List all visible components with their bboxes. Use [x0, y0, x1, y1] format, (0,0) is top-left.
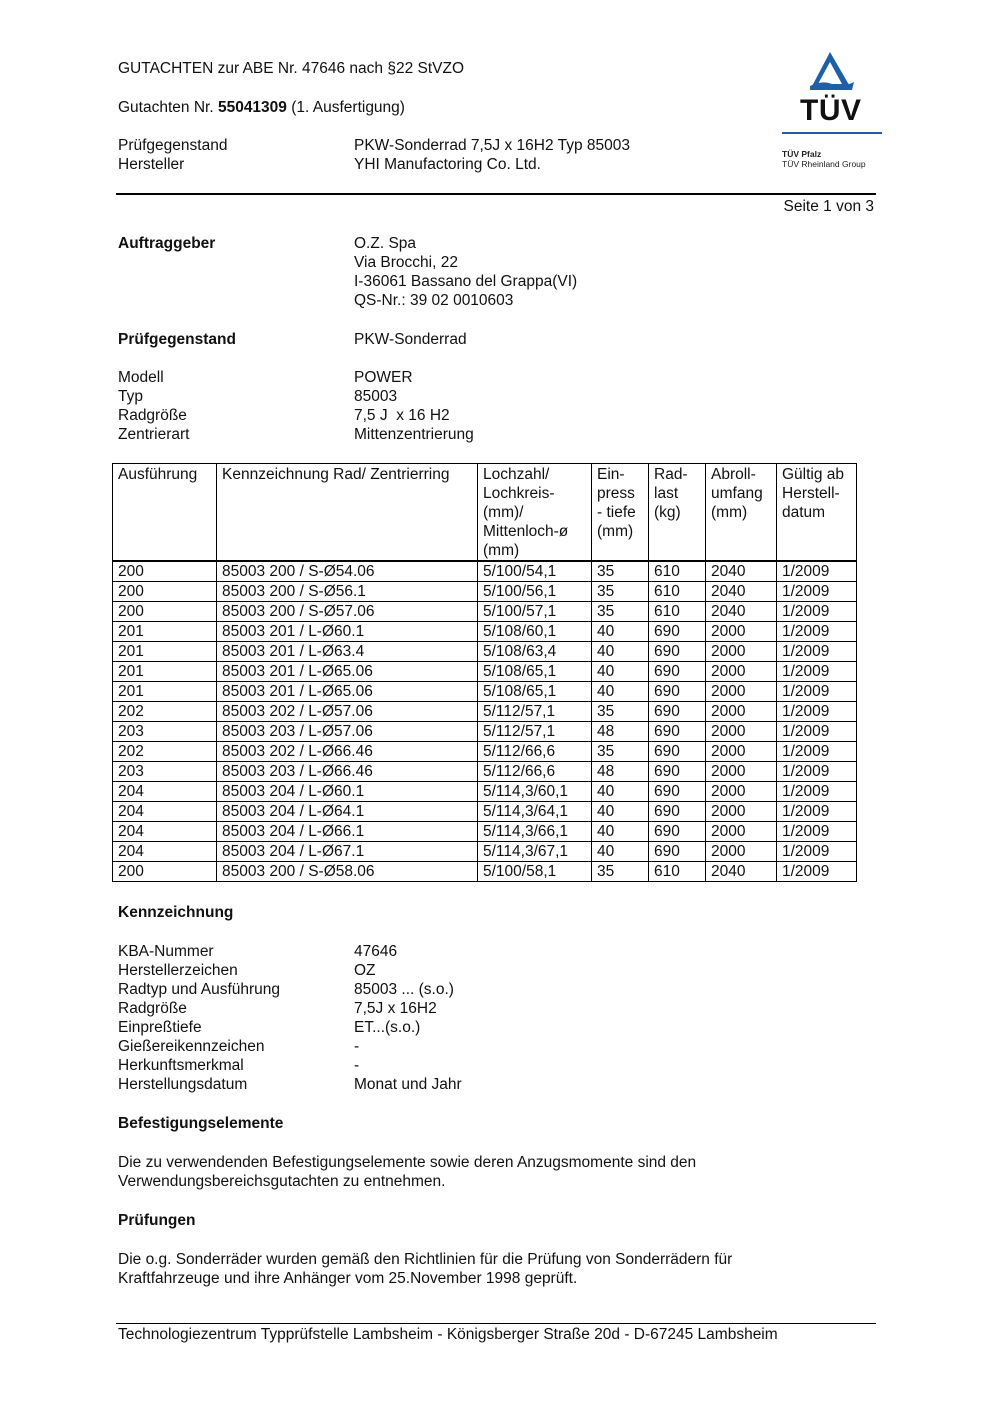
- col-header-gueltig: Gültig ab Herstell- datum: [777, 464, 857, 562]
- col-header-kennzeichnung: Kennzeichnung Rad/ Zentrierring: [217, 464, 478, 562]
- cell-einpresstiefe: 40: [592, 662, 649, 682]
- cell-lochzahl: 5/114,3/60,1: [478, 782, 592, 802]
- marking-value: 85003 ... (s.o.): [354, 981, 454, 998]
- cell-radlast: 690: [649, 682, 706, 702]
- marking-label: Herkunftsmerkmal: [118, 1057, 244, 1074]
- cell-lochzahl: 5/108/60,1: [478, 622, 592, 642]
- cell-radlast: 690: [649, 842, 706, 862]
- client-label: Auftraggeber: [118, 235, 216, 252]
- table-row: [113, 561, 857, 582]
- cell-lochzahl: 5/112/57,1: [478, 722, 592, 742]
- cell-radlast: 690: [649, 722, 706, 742]
- cell-gueltig: 1/2009: [777, 702, 857, 722]
- col-header-radlast: Rad- last (kg): [649, 464, 706, 562]
- client-line-3: I-36061 Bassano del Grappa(VI): [354, 273, 578, 290]
- header-divider: [116, 193, 876, 195]
- table-row: [113, 802, 857, 822]
- client-line-1: O.Z. Spa: [354, 235, 417, 252]
- marking-label: Einpreßtiefe: [118, 1019, 202, 1036]
- detail-value-typ: 85003: [354, 388, 398, 405]
- col-header-lochzahl: Lochzahl/ Lochkreis- (mm)/ Mittenloch-ø (mm): [478, 464, 592, 562]
- marking-value: ET...(s.o.): [354, 1019, 421, 1036]
- cell-einpresstiefe: 40: [592, 842, 649, 862]
- cell-lochzahl: 5/100/57,1: [478, 602, 592, 622]
- cell-lochzahl: 5/114,3/64,1: [478, 802, 592, 822]
- marking-label: Gießereikennzeichen: [118, 1038, 265, 1055]
- col-header-ausfuehrung: Ausführung: [113, 464, 217, 562]
- cell-gueltig: 1/2009: [777, 862, 857, 882]
- cell-abrollumfang: 2000: [706, 802, 777, 822]
- marking-value: -: [354, 1038, 360, 1055]
- detail-value-zentrierart: Mittenzentrierung: [354, 426, 474, 443]
- cell-gueltig: 1/2009: [777, 802, 857, 822]
- cell-abrollumfang: 2000: [706, 702, 777, 722]
- cell-lochzahl: 5/100/54,1: [478, 561, 592, 582]
- cell-gueltig: 1/2009: [777, 561, 857, 582]
- cell-kennzeichnung: 85003 201 / L-Ø65.06: [217, 682, 478, 702]
- gutachten-number: 55041309: [217, 99, 287, 116]
- cell-kennzeichnung: 85003 203 / L-Ø57.06: [217, 722, 478, 742]
- cell-lochzahl: 5/114,3/67,1: [478, 842, 592, 862]
- cell-einpresstiefe: 35: [592, 862, 649, 882]
- cell-kennzeichnung: 85003 204 / L-Ø67.1: [217, 842, 478, 862]
- header-value-pruefgegenstand: PKW-Sonderrad 7,5J x 16H2 Typ 85003: [354, 137, 631, 154]
- cell-lochzahl: 5/108/63,4: [478, 642, 592, 662]
- footer-divider: [116, 1323, 876, 1324]
- cell-kennzeichnung: 85003 202 / L-Ø66.46: [217, 742, 478, 762]
- logo-subtitle-2: TÜV Rheinland Group: [782, 159, 866, 169]
- cell-gueltig: 1/2009: [777, 582, 857, 602]
- cell-kennzeichnung: 85003 204 / L-Ø64.1: [217, 802, 478, 822]
- client-line-4: QS-Nr.: 39 02 0010603: [354, 292, 514, 309]
- cell-radlast: 690: [649, 822, 706, 842]
- cell-lochzahl: 5/112/66,6: [478, 762, 592, 782]
- cell-kennzeichnung: 85003 204 / L-Ø60.1: [217, 782, 478, 802]
- cell-abrollumfang: 2040: [706, 582, 777, 602]
- col-header-einpresstiefe: Ein- press - tiefe (mm): [592, 464, 649, 562]
- cell-abrollumfang: 2040: [706, 862, 777, 882]
- cell-einpresstiefe: 35: [592, 702, 649, 722]
- table-row: [113, 822, 857, 842]
- marking-label: Herstellerzeichen: [118, 962, 238, 979]
- detail-label-zentrierart: Zentrierart: [118, 426, 190, 443]
- header-label-hersteller: Hersteller: [118, 156, 185, 173]
- tests-text-line-1: Die o.g. Sonderräder wurden gemäß den Richtlinien für die Prüfung von Sonderrädern für: [118, 1251, 733, 1268]
- cell-kennzeichnung: 85003 201 / L-Ø63.4: [217, 642, 478, 662]
- cell-ausfuehrung: 204: [113, 802, 217, 822]
- cell-gueltig: 1/2009: [777, 682, 857, 702]
- cell-lochzahl: 5/114,3/66,1: [478, 822, 592, 842]
- logo-divider: [782, 132, 882, 134]
- cell-kennzeichnung: 85003 201 / L-Ø65.06: [217, 662, 478, 682]
- cell-ausfuehrung: 203: [113, 762, 217, 782]
- cell-radlast: 610: [649, 602, 706, 622]
- cell-abrollumfang: 2040: [706, 602, 777, 622]
- cell-einpresstiefe: 40: [592, 822, 649, 842]
- cell-radlast: 610: [649, 862, 706, 882]
- cell-radlast: 690: [649, 762, 706, 782]
- cell-abrollumfang: 2040: [706, 561, 777, 582]
- document-title: GUTACHTEN zur ABE Nr. 47646 nach §22 StVZO: [118, 60, 465, 77]
- footer-address: Technologiezentrum Typprüfstelle Lambsheim - Königsberger Straße 20d - D-67245 Lambsheim: [118, 1326, 778, 1343]
- cell-ausfuehrung: 201: [113, 622, 217, 642]
- tests-heading: Prüfungen: [118, 1212, 196, 1229]
- cell-ausfuehrung: 204: [113, 782, 217, 802]
- table-row: [113, 602, 857, 622]
- cell-einpresstiefe: 40: [592, 782, 649, 802]
- cell-radlast: 610: [649, 582, 706, 602]
- cell-ausfuehrung: 202: [113, 702, 217, 722]
- table-row: [113, 862, 857, 882]
- marking-value: -: [354, 1057, 360, 1074]
- cell-abrollumfang: 2000: [706, 762, 777, 782]
- cell-kennzeichnung: 85003 200 / S-Ø58.06: [217, 862, 478, 882]
- gutachten-number-line: [118, 98, 405, 117]
- cell-abrollumfang: 2000: [706, 622, 777, 642]
- cell-lochzahl: 5/100/58,1: [478, 862, 592, 882]
- subject-label: Prüfgegenstand: [118, 331, 236, 348]
- table-row: [113, 622, 857, 642]
- logo-subtitle-1: TÜV Pfalz: [782, 149, 822, 159]
- cell-einpresstiefe: 40: [592, 802, 649, 822]
- table-row: [113, 782, 857, 802]
- cell-ausfuehrung: 200: [113, 582, 217, 602]
- marking-label: Herstellungsdatum: [118, 1076, 248, 1093]
- cell-gueltig: 1/2009: [777, 722, 857, 742]
- cell-ausfuehrung: 200: [113, 602, 217, 622]
- table-row: [113, 762, 857, 782]
- cell-radlast: 690: [649, 622, 706, 642]
- marking-label: KBA-Nummer: [118, 943, 214, 960]
- table-row: [113, 722, 857, 742]
- cell-radlast: 690: [649, 742, 706, 762]
- cell-radlast: 690: [649, 642, 706, 662]
- tuev-triangle-logo-icon: [802, 50, 858, 94]
- cell-gueltig: 1/2009: [777, 842, 857, 862]
- cell-lochzahl: 5/100/56,1: [478, 582, 592, 602]
- marking-value: 7,5J x 16H2: [354, 1000, 437, 1017]
- cell-ausfuehrung: 201: [113, 682, 217, 702]
- cell-gueltig: 1/2009: [777, 642, 857, 662]
- cell-kennzeichnung: 85003 203 / L-Ø66.46: [217, 762, 478, 782]
- cell-gueltig: 1/2009: [777, 622, 857, 642]
- cell-kennzeichnung: 85003 201 / L-Ø60.1: [217, 622, 478, 642]
- table-row: [113, 582, 857, 602]
- cell-abrollumfang: 2000: [706, 642, 777, 662]
- cell-abrollumfang: 2000: [706, 842, 777, 862]
- detail-value-radgroesse: 7,5 J x 16 H2: [354, 407, 450, 424]
- detail-label-radgroesse: Radgröße: [118, 407, 187, 424]
- fastening-heading: Befestigungselemente: [118, 1115, 284, 1132]
- cell-einpresstiefe: 35: [592, 582, 649, 602]
- cell-einpresstiefe: 40: [592, 622, 649, 642]
- table-row: [113, 662, 857, 682]
- cell-radlast: 610: [649, 561, 706, 582]
- cell-einpresstiefe: 35: [592, 742, 649, 762]
- cell-einpresstiefe: 35: [592, 602, 649, 622]
- col-header-abrollumfang: Abroll- umfang (mm): [706, 464, 777, 562]
- cell-lochzahl: 5/112/57,1: [478, 702, 592, 722]
- table-row: [113, 842, 857, 862]
- cell-ausfuehrung: 204: [113, 822, 217, 842]
- cell-radlast: 690: [649, 662, 706, 682]
- marking-label: Radtyp und Ausführung: [118, 981, 281, 998]
- table-row: [113, 742, 857, 762]
- detail-label-typ: Typ: [118, 388, 143, 405]
- cell-kennzeichnung: 85003 200 / S-Ø54.06: [217, 561, 478, 582]
- marking-label: Radgröße: [118, 1000, 187, 1017]
- logo-word: TÜV: [800, 94, 862, 127]
- cell-kennzeichnung: 85003 200 / S-Ø56.1: [217, 582, 478, 602]
- cell-abrollumfang: 2000: [706, 662, 777, 682]
- cell-abrollumfang: 2000: [706, 782, 777, 802]
- cell-ausfuehrung: 204: [113, 842, 217, 862]
- table-header-row: [113, 464, 857, 562]
- cell-radlast: 690: [649, 702, 706, 722]
- table-row: [113, 642, 857, 662]
- cell-radlast: 690: [649, 782, 706, 802]
- cell-radlast: 690: [649, 802, 706, 822]
- detail-value-modell: POWER: [354, 369, 413, 386]
- marking-value: OZ: [354, 962, 376, 979]
- client-line-2: Via Brocchi, 22: [354, 254, 458, 271]
- fastening-text-line-2: Verwendungsbereichsgutachten zu entnehmen.: [118, 1173, 446, 1190]
- cell-ausfuehrung: 202: [113, 742, 217, 762]
- cell-ausfuehrung: 203: [113, 722, 217, 742]
- cell-ausfuehrung: 201: [113, 642, 217, 662]
- marking-heading: Kennzeichnung: [118, 904, 234, 921]
- cell-abrollumfang: 2000: [706, 742, 777, 762]
- cell-einpresstiefe: 35: [592, 561, 649, 582]
- table-row: [113, 682, 857, 702]
- cell-lochzahl: 5/108/65,1: [478, 662, 592, 682]
- table-row: [113, 702, 857, 722]
- cell-gueltig: 1/2009: [777, 822, 857, 842]
- detail-label-modell: Modell: [118, 369, 164, 386]
- tests-text-line-2: Kraftfahrzeuge und ihre Anhänger vom 25.November 1998 geprüft.: [118, 1270, 578, 1287]
- cell-abrollumfang: 2000: [706, 722, 777, 742]
- wheel-spec-table: [112, 463, 857, 882]
- cell-gueltig: 1/2009: [777, 782, 857, 802]
- cell-kennzeichnung: 85003 204 / L-Ø66.1: [217, 822, 478, 842]
- cell-gueltig: 1/2009: [777, 762, 857, 782]
- cell-kennzeichnung: 85003 200 / S-Ø57.06: [217, 602, 478, 622]
- cell-einpresstiefe: 48: [592, 762, 649, 782]
- cell-abrollumfang: 2000: [706, 682, 777, 702]
- cell-ausfuehrung: 200: [113, 561, 217, 582]
- cell-abrollumfang: 2000: [706, 822, 777, 842]
- cell-ausfuehrung: 201: [113, 662, 217, 682]
- page-indicator: Seite 1 von 3: [783, 198, 874, 215]
- tuev-logo: [778, 48, 884, 172]
- marking-value: 47646: [354, 943, 398, 960]
- fastening-text-line-1: Die zu verwendenden Befestigungselemente sowie deren Anzugsmomente sind den: [118, 1154, 697, 1171]
- cell-gueltig: 1/2009: [777, 662, 857, 682]
- marking-value: Monat und Jahr: [354, 1076, 462, 1093]
- cell-ausfuehrung: 200: [113, 862, 217, 882]
- header-value-hersteller: YHI Manufactoring Co. Ltd.: [354, 156, 541, 173]
- cell-einpresstiefe: 40: [592, 642, 649, 662]
- cell-lochzahl: 5/108/65,1: [478, 682, 592, 702]
- subject-value: PKW-Sonderrad: [354, 331, 467, 348]
- cell-gueltig: 1/2009: [777, 602, 857, 622]
- cell-lochzahl: 5/112/66,6: [478, 742, 592, 762]
- gutachten-prefix: Gutachten Nr.: [118, 99, 218, 116]
- cell-einpresstiefe: 48: [592, 722, 649, 742]
- header-label-pruefgegenstand: Prüfgegenstand: [118, 137, 228, 154]
- cell-gueltig: 1/2009: [777, 742, 857, 762]
- gutachten-suffix: (1. Ausfertigung): [286, 99, 405, 116]
- cell-einpresstiefe: 40: [592, 682, 649, 702]
- cell-kennzeichnung: 85003 202 / L-Ø57.06: [217, 702, 478, 722]
